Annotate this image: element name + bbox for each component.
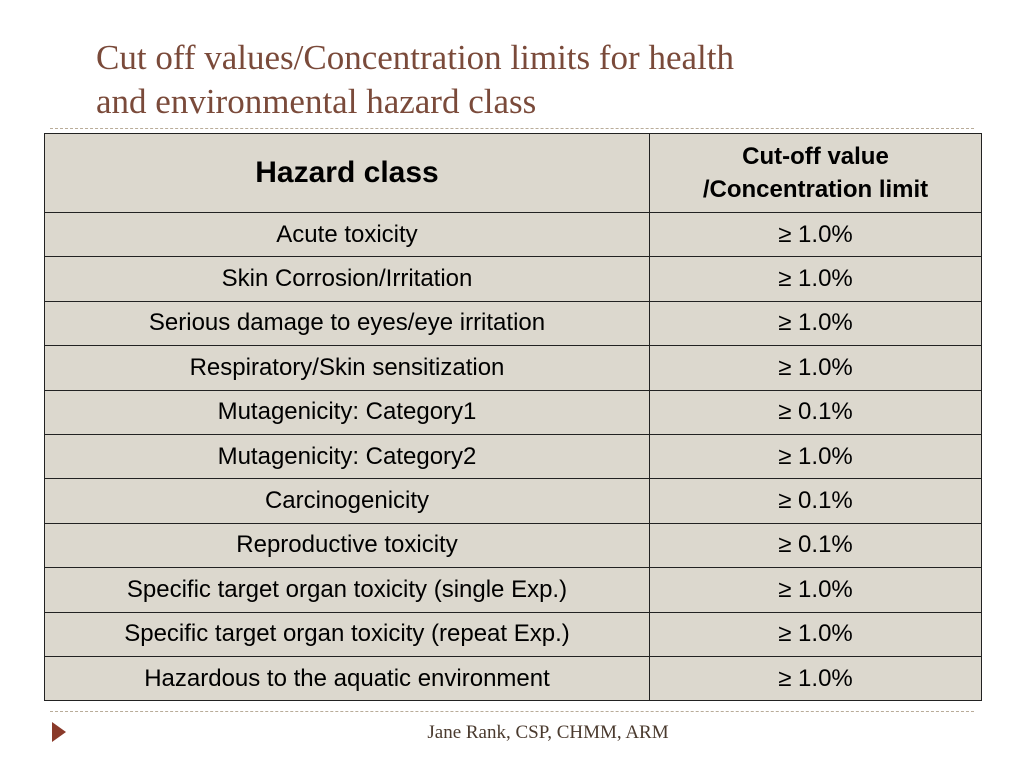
hazard-cell: Reproductive toxicity	[45, 523, 650, 567]
table-row	[45, 523, 982, 567]
slide-title	[96, 36, 976, 124]
hazard-cell: Specific target organ toxicity (single Exp.)	[45, 568, 650, 612]
hazard-cell: Mutagenicity: Category2	[45, 434, 650, 478]
bottom-divider	[50, 711, 974, 712]
header-cutoff-line-1: Cut-off value	[742, 143, 889, 170]
limit-cell: ≥ 1.0%	[650, 301, 982, 345]
hazard-table	[44, 133, 982, 701]
header-hazard-class: Hazard class	[45, 134, 650, 213]
top-divider	[50, 128, 974, 129]
limit-cell: ≥ 1.0%	[650, 434, 982, 478]
limit-cell: ≥ 1.0%	[650, 656, 982, 700]
limit-cell: ≥ 1.0%	[650, 612, 982, 656]
limit-cell: ≥ 0.1%	[650, 523, 982, 567]
table-row	[45, 301, 982, 345]
table-row	[45, 434, 982, 478]
header-cutoff-line-2: /Concentration limit	[702, 176, 929, 203]
table-row	[45, 568, 982, 612]
slide-title-line-2: and environmental hazard class	[96, 82, 537, 121]
limit-cell: ≥ 0.1%	[650, 479, 982, 523]
hazard-cell: Respiratory/Skin sensitization	[45, 346, 650, 390]
table-row	[45, 390, 982, 434]
limit-cell: ≥ 1.0%	[650, 346, 982, 390]
hazard-cell: Serious damage to eyes/eye irritation	[45, 301, 650, 345]
limit-cell: ≥ 1.0%	[650, 213, 982, 257]
header-cutoff-limit	[650, 134, 982, 213]
table-row	[45, 656, 982, 700]
hazard-cell: Acute toxicity	[45, 213, 650, 257]
hazard-cell: Specific target organ toxicity (repeat Exp.)	[45, 612, 650, 656]
hazard-cell: Hazardous to the aquatic environment	[45, 656, 650, 700]
footer-author: Jane Rank, CSP, CHMM, ARM	[427, 722, 669, 743]
table-header-row	[45, 134, 982, 213]
table-row	[45, 257, 982, 301]
slide-title-line-1: Cut off values/Concentration limits for health	[96, 38, 734, 77]
table-row	[45, 346, 982, 390]
hazard-cell: Mutagenicity: Category1	[45, 390, 650, 434]
hazard-cell: Carcinogenicity	[45, 479, 650, 523]
table-row	[45, 612, 982, 656]
hazard-cell: Skin Corrosion/Irritation	[45, 257, 650, 301]
limit-cell: ≥ 1.0%	[650, 568, 982, 612]
limit-cell: ≥ 0.1%	[650, 390, 982, 434]
table-row	[45, 213, 982, 257]
limit-cell: ≥ 1.0%	[650, 257, 982, 301]
table-row	[45, 479, 982, 523]
